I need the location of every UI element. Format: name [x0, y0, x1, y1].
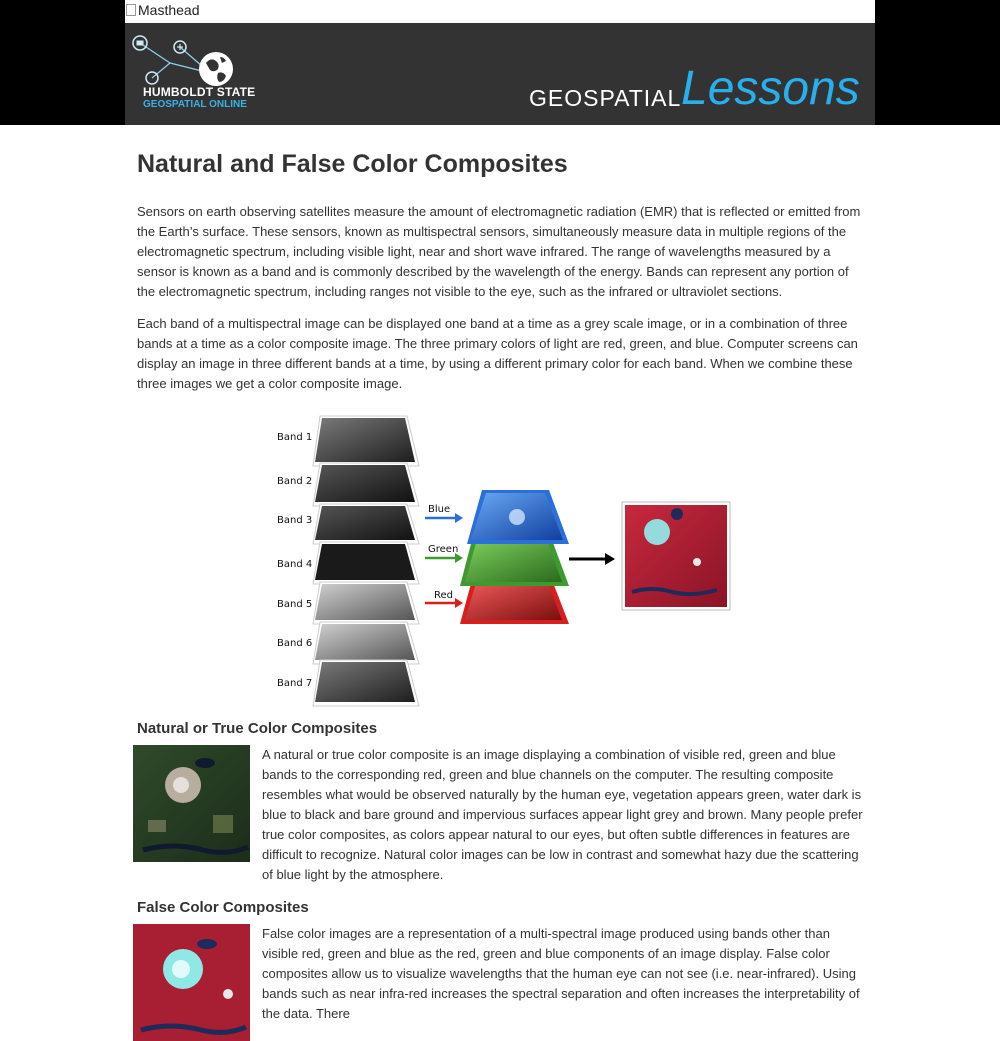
broken-image-icon: [126, 4, 136, 16]
band-layer-2: [313, 463, 419, 506]
band-layer-6: [313, 622, 419, 664]
article: [137, 125, 867, 391]
brand-geospatial: GEOSPATIAL: [529, 85, 682, 111]
logo-line2: GEOSPATIAL ONLINE: [143, 99, 247, 110]
band-label-7: Band 7: [277, 678, 313, 689]
masthead-image: [125, 0, 875, 23]
band-layer-5: [313, 582, 419, 624]
natural-color-thumbnail: [133, 745, 250, 862]
band-label-3: Band 3: [277, 515, 313, 526]
page-title: Natural and False Color Composites: [137, 150, 568, 178]
banner-inner: [125, 23, 875, 125]
section-title-false: False Color Composites: [137, 899, 309, 916]
band-layer-4: [313, 542, 419, 584]
brand-lessons: Lessons: [681, 62, 860, 115]
section-text-false: False color images are a representation of a multi-spectral image produced using bands other than visible red, green and blue as the red, green and blue components of an image display. False color composites allow us to visualize wavelengths that the human eye can not see (i.e. near-infrared). Using bands such as near infra-red increases the spectral separation and often increases the interpretability of the data. There: [262, 926, 860, 1021]
section-text-natural: A natural or true color composite is an image displaying a combination of visible red, green and blue bands to the corresponding red, green and blue channels on the computer. The resulting composite resembles what would be observed naturally by the human eye, vegetation appears green, water dark is blue to black and bare ground and impervious surfaces appear light grey and brown. Many people prefer true color composites, as colors appear natural to our eyes, but often subtle differences in features are difficult to recognize. Natural color images can be low in contrast and somewhat hazy due the scattering of blue light by the atmosphere.: [262, 747, 863, 882]
band-label-6: Band 6: [277, 638, 313, 649]
red-channel-layer: [460, 580, 569, 624]
band-label-1: Band 1: [277, 432, 313, 443]
channel-label-red: Red: [434, 590, 453, 601]
band-layer-1: [313, 416, 419, 466]
channel-label-green: Green: [428, 544, 459, 555]
globe-network-icon: [130, 33, 240, 88]
banner: [0, 23, 1000, 125]
band-layer-7: [313, 660, 419, 706]
blue-channel-layer: [467, 490, 569, 544]
band-composite-diagram: [137, 402, 737, 712]
section-title-natural: Natural or True Color Composites: [137, 720, 378, 737]
arrow-composite: [569, 553, 615, 565]
intro-paragraph: Sensors on earth observing satellites measure the amount of electromagnetic radiation (EMR) that is reflected or emitted from the Earth’s surface. These sensors, known as multispectral sensors, simultaneously measure data in multiple regions of the electromagnetic spectrum, including visible light, near and short wave infrared. The range of wavelengths measured by a sensor is known as a band and is commonly described by the wavelength of the energy. Bands can represent any portion of the electromagnetic spectrum, including ranges not visible to the eye, such as the infrared or ultraviolet sections.: [137, 204, 861, 299]
band-label-5: Band 5: [277, 599, 313, 610]
logo-line1: HUMBOLDT STATE: [143, 85, 256, 99]
bands-paragraph: Each band of a multispectral image can be displayed one band at a time as a grey scale image, or in a combination of three bands at a time as a color composite image. The three primary colors of light are red, green, and blue. Computer screens can display an image in three different bands at a time, by using a different primary color for each band. When we combine these three images we get a color composite image.: [137, 316, 858, 391]
false-color-thumbnail: [133, 924, 250, 1041]
band-label-4: Band 4: [277, 559, 313, 570]
channel-label-blue: Blue: [428, 504, 451, 515]
green-channel-layer: [460, 540, 569, 586]
band-label-2: Band 2: [277, 476, 313, 487]
band-layer-3: [313, 504, 419, 544]
color-composite-image: [622, 502, 730, 610]
masthead-alt-text: Masthead: [138, 2, 200, 18]
